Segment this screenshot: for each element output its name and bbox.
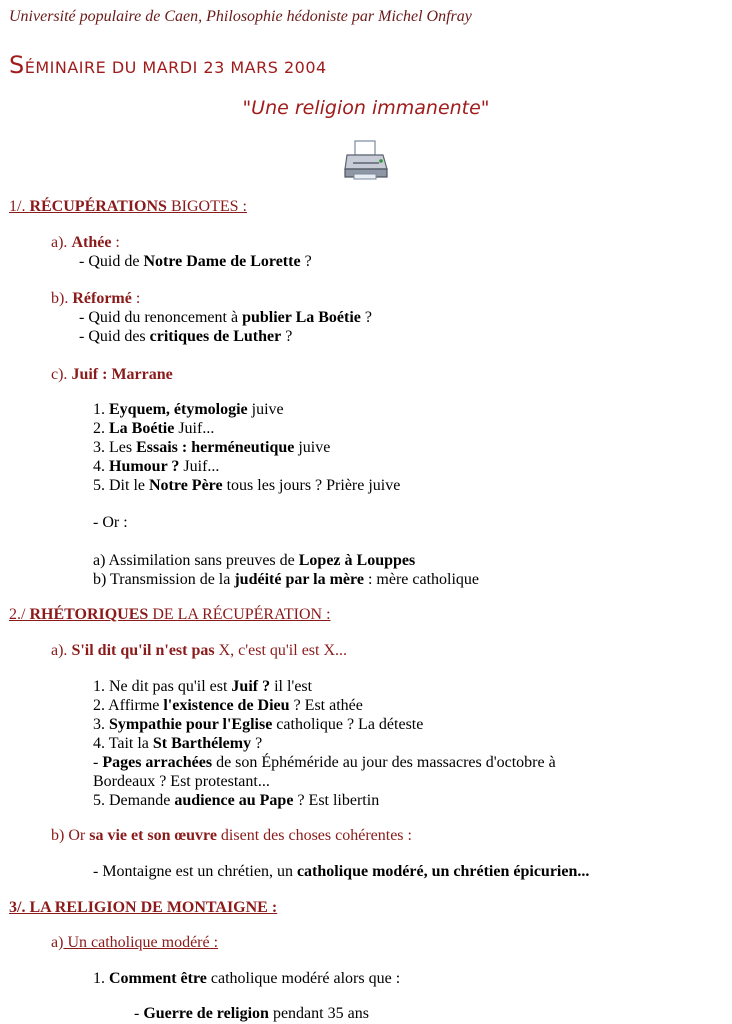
section-2-heading xyxy=(9,605,331,625)
s1-a-l1-bold: Notre Dame de Lorette xyxy=(143,253,301,270)
seminar-title-initial: S xyxy=(9,51,25,79)
s1-c-a-line: a) Assimilation sans preuves de Lopez à Louppes xyxy=(93,552,416,569)
list-item: 1. Eyquem, étymologie juive xyxy=(93,401,284,418)
s1-b-heading xyxy=(51,289,140,309)
section-2-title-rest: DE LA RÉCUPÉRATION : xyxy=(148,606,331,623)
list-item: 4. Tait la St Barthélemy ? xyxy=(93,735,263,752)
s1-b-l1-bold: publier La Boétie xyxy=(242,309,361,326)
printer-icon[interactable] xyxy=(343,139,389,181)
s3-a-line-1: 1. Comment être catholique modéré alors que : xyxy=(93,970,401,987)
list-item: 4. Humour ? Juif... xyxy=(93,458,220,475)
list-item: - Pages arrachées de son Éphéméride au jour des massacres d'octobre à xyxy=(93,754,556,771)
list-item: 1. Ne dit pas qu'il est Juif ? il l'est xyxy=(93,678,313,695)
s1-b-l2-bold: critiques de Luther xyxy=(149,328,282,345)
section-2-number: 2./ xyxy=(9,606,30,623)
s1-a-rest: : xyxy=(111,234,120,251)
section-1-title-bold: RÉCUPÉRATIONS xyxy=(29,198,167,215)
s1-b-l1-post: ? xyxy=(360,309,372,326)
seminar-title-rest: ÉMINAIRE DU MARDI 23 MARS 2004 xyxy=(24,58,327,77)
s2-b-line-1: - Montaigne est un chrétien, un catholique modéré, un chrétien épicurien... xyxy=(93,863,590,880)
lecture-subtitle: "Une religion immanente" xyxy=(242,97,490,119)
s1-a-heading xyxy=(51,233,120,253)
s1-a-l1-pre: - Quid de xyxy=(79,253,144,270)
s3-a-rest: Un catholique modéré : xyxy=(63,934,219,951)
s1-b-rest: : xyxy=(131,290,141,307)
list-item: 3. Sympathie pour l'Eglise catholique ? La déteste xyxy=(93,716,424,733)
s1-c-or-line: - Or : xyxy=(93,514,128,531)
s1-c-bold: Juif : Marrane xyxy=(71,366,173,383)
section-2-title-bold: RHÉTORIQUES xyxy=(29,606,149,623)
s1-a-bold: Athée xyxy=(71,234,112,251)
s1-c-heading xyxy=(51,365,173,385)
section-1-title-rest: BIGOTES : xyxy=(166,198,247,215)
section-3-heading xyxy=(9,898,277,918)
s1-b-label: b). xyxy=(51,290,73,307)
s1-c-b-line: b) Transmission de la judéité par la mère : mère catholique xyxy=(93,571,480,588)
s1-c-label: c). xyxy=(51,366,72,383)
s2-a-heading: a). S'il dit qu'il n'est pas X, c'est qu'il est X... xyxy=(51,642,348,659)
s1-b-l1-pre: - Quid du renoncement à xyxy=(79,309,243,326)
s1-b-l2-pre: - Quid des xyxy=(79,328,150,345)
list-item: 2. Affirme l'existence de Dieu ? Est athée xyxy=(93,697,363,714)
s3-a-line-2: - Guerre de religion pendant 35 ans xyxy=(134,1005,369,1022)
s3-a-heading: a) Un catholique modéré : xyxy=(51,934,219,951)
s1-b-bold: Réformé xyxy=(72,290,132,307)
seminar-title xyxy=(9,51,327,79)
list-item: 2. La Boétie Juif... xyxy=(93,420,215,437)
s2-b-heading: b) Or sa vie et son œuvre disent des choses cohérentes : xyxy=(51,827,412,844)
list-item: 5. Dit le Notre Père tous les jours ? Prière juive xyxy=(93,477,401,494)
site-header: Université populaire de Caen, Philosophie hédoniste par Michel Onfray xyxy=(9,8,472,25)
section-3-title: 3/. LA RELIGION DE MONTAIGNE : xyxy=(9,899,278,916)
s1-b-l2-post: ? xyxy=(281,328,293,345)
section-1-heading xyxy=(9,197,247,217)
s1-a-l1-post: ? xyxy=(300,253,312,270)
s1-b-line-1 xyxy=(79,308,372,328)
s1-a-line-1 xyxy=(79,252,312,272)
list-item: 3. Les Essais : herméneutique juive xyxy=(93,439,331,456)
s1-b-line-2 xyxy=(79,327,292,347)
s1-a-label: a). xyxy=(51,234,72,251)
list-item: Bordeaux ? Est protestant... xyxy=(93,773,270,790)
section-1-number: 1/. xyxy=(9,198,30,215)
list-item: 5. Demande audience au Pape ? Est libertin xyxy=(93,792,380,809)
